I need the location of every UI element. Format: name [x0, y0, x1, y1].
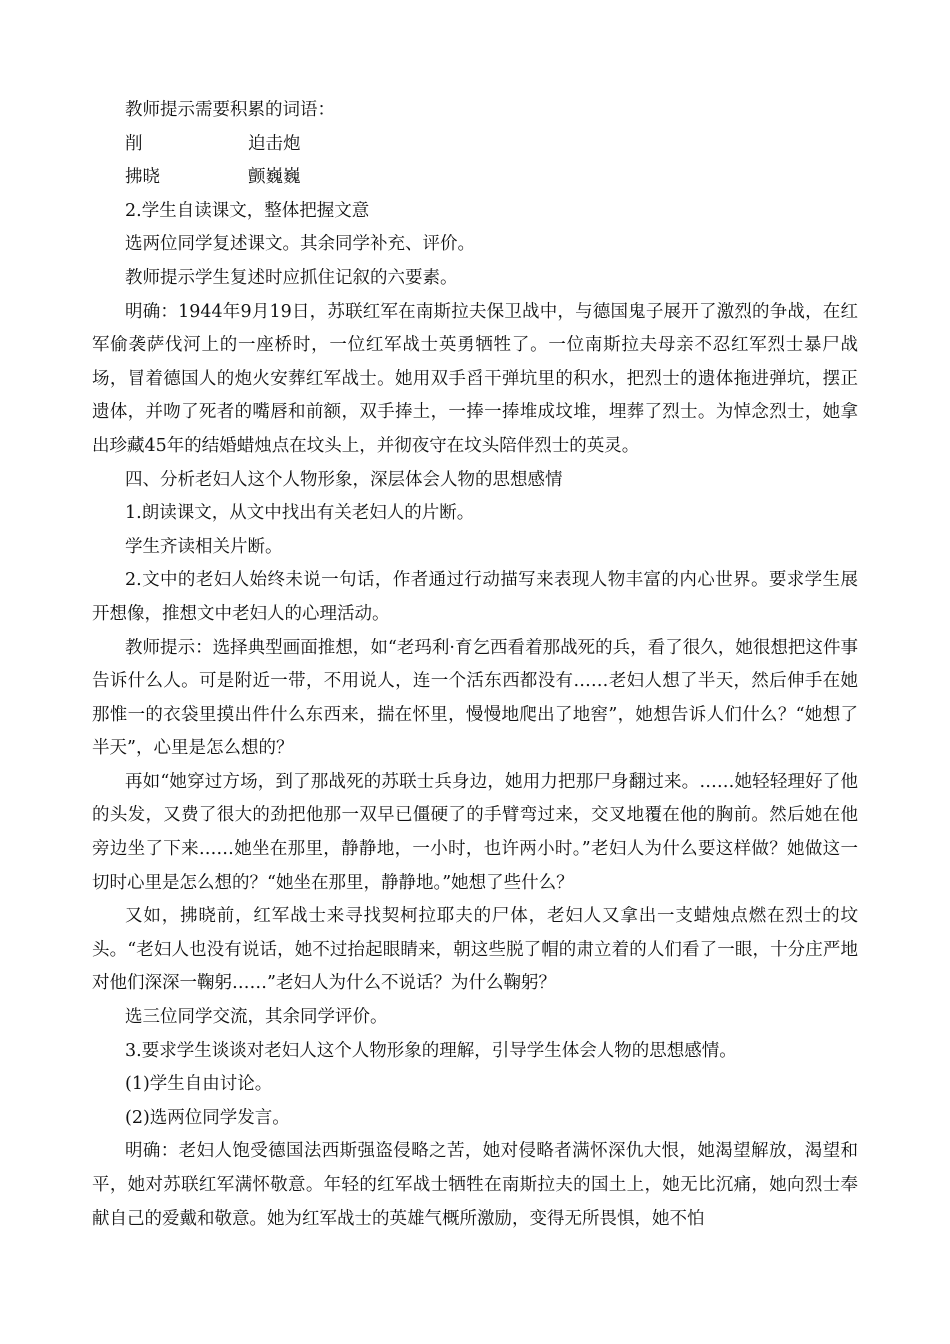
- paragraph: 再如“她穿过方场，到了那战死的苏联士兵身边，她用力把那尸身翻过来。……她轻轻理好了他的头发，又费了很大的劲把他那一双早已僵硬了的手臂弯过来，交叉地覆在他的胸前。然后她在他旁边坐了下来……她坐在那里，静静地，一小时，也许两小时。”老妇人为什么要这样做？她做这一切时心里是怎么想的？“她坐在那里，静静地。”她想了些什么？: [92, 771, 858, 893]
- paragraph: 教师提示学生复述时应抓住记叙的六要素。: [125, 267, 458, 288]
- vocab-row: [92, 128, 858, 162]
- vocab-word: 削: [125, 133, 143, 154]
- document-page: [92, 94, 858, 1236]
- paragraph: (1)学生自由讨论。: [125, 1074, 273, 1095]
- paragraph: 又如，拂晓前，红军战士来寻找契柯拉耶夫的尸体，老妇人又拿出一支蜡烛点燃在烈士的坟头。“老妇人也没有说话，她不过抬起眼睛来，朝这些脱了帽的肃立着的人们看了一眼，十分庄严地对他们深深一鞠躬……”老妇人为什么不说话？为什么鞠躬？: [92, 906, 858, 994]
- paragraph: 选三位同学交流，其余同学评价。: [125, 1007, 388, 1028]
- paragraph: 明确：老妇人饱受德国法西斯强盗侵略之苦，她对侵略者满怀深仇大恨，她渴望解放，渴望和平，她对苏联红军满怀敬意。年轻的红军战士牺牲在南斯拉夫的国土上，她无比沉痛，她向烈士奉献自己的爱戴和敬意。她为红军战士的英雄气概所激励，变得无所畏惧，她不怕: [92, 1141, 858, 1229]
- vocab-word: 迫击炮: [248, 133, 301, 154]
- paragraph: 学生齐读相关片断。: [125, 536, 283, 557]
- vocab-word: 拂晓: [125, 167, 160, 188]
- step-heading: 2.学生自读课文，整体把握文意: [125, 200, 370, 221]
- paragraph: 明确：1944年9月19日，苏联红军在南斯拉夫保卫战中，与德国鬼子展开了激烈的争战，在红军偷袭萨伐河上的一座桥时，一位红军战士英勇牺牲了。一位南斯拉夫母亲不忍红军烈士暴尸战场，冒着德国人的炮火安葬红军战士。她用双手舀干弹坑里的积水，把烈士的遗体拖进弹坑，摆正遗体，并吻了死者的嘴唇和前额，双手捧土，一捧一捧堆成坟堆，埋葬了烈士。为悼念烈士，她拿出珍藏45年的结婚蜡烛点在坟头上，并彻夜守在坟头陪伴烈士的英灵。: [92, 301, 858, 456]
- step-heading: 1.朗读课文，从文中找出有关老妇人的片断。: [125, 503, 475, 524]
- step-heading: 3.要求学生谈谈对老妇人这个人物形象的理解，引导学生体会人物的思想感情。: [125, 1040, 737, 1061]
- vocab-row: [92, 161, 858, 195]
- section-heading: 四、分析老妇人这个人物形象，深层体会人物的思想感情: [125, 469, 563, 490]
- step-heading: 2.文中的老妇人始终未说一句话，作者通过行动描写来表现人物丰富的内心世界。要求学生展开想像，推想文中老妇人的心理活动。: [92, 570, 858, 624]
- vocab-intro: 教师提示需要积累的词语：: [125, 100, 335, 120]
- paragraph: (2)选两位同学发言。: [125, 1107, 290, 1128]
- paragraph: 教师提示：选择典型画面推想，如“老玛利·育乞西看着那战死的兵，看了很久，她很想把这件事告诉什么人。可是附近一带，不用说人，连一个活东西都没有……老妇人想了半天，然后伸手在她那惟一的衣袋里摸出件什么东西来，揣在怀里，慢慢地爬出了地窖”，她想告诉人们什么？“她想了半天”，心里是怎么想的？: [92, 637, 858, 759]
- vocab-word: 颤巍巍: [248, 167, 301, 188]
- paragraph: 选两位同学复述课文。其余同学补充、评价。: [125, 234, 475, 255]
